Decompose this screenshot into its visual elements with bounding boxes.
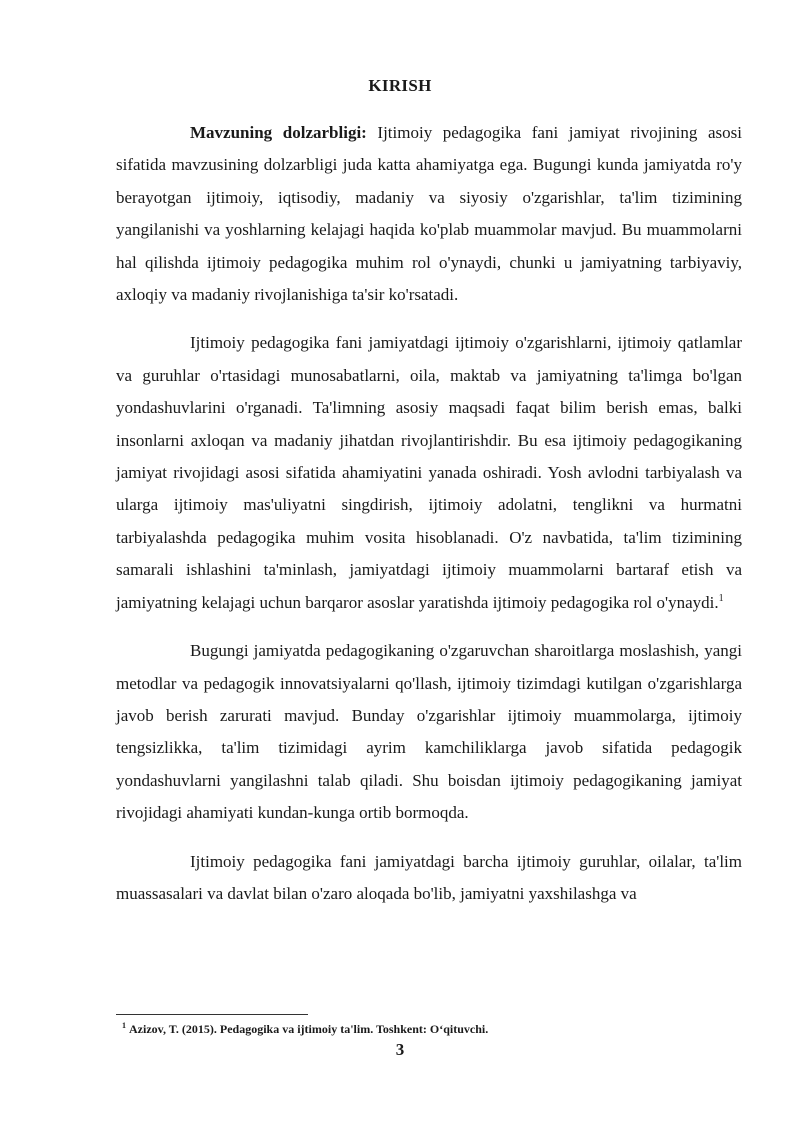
footnote-reference[interactable]: 1 — [718, 592, 724, 604]
paragraph-2 — [116, 327, 742, 619]
paragraph-2-text: Ijtimoiy pedagogika fani jamiyatdagi ijtimoiy o'zgarishlarni, ijtimoiy qatlamlar va guruhlar o'rtasidagi munosabatlarni, oila, maktab va jamiyatning ta'limga bo'lgan yondashuvlarini o'rganadi. Ta'limning asosiy maqsadi faqat bilim berish emas, balki insonlarni axloqan va madaniy jihatdan rivojlantirishdir. Bu esa ijtimoiy pedagogikaning jamiyat rivojidagi asosi sifatida ahamiyatini yanada oshiradi. Yosh avlodni tarbiyalash va ularga ijtimoiy mas'uliyatni singdirish, ijtimoiy adolatni, tenglikni va hurmatni tarbiyalashda pedagogika muhim vosita hisoblanadi. O'z navbatida, ta'lim tizimining samarali ishlashini ta'minlash, jamiyatdagi ijtimoiy muammolarni bartaraf etish va jamiyatning kelajagi uchun barqaror asoslar yaratishda ijtimoiy pedagogika rol o'ynaydi. — [116, 333, 742, 612]
footnote-text: Azizov, T. (2015). Pedagogika va ijtimoiy ta'lim. Toshkent: O‘qituvchi. — [129, 1022, 489, 1036]
paragraph-1-text: Ijtimoiy pedagogika fani jamiyat rivojining asosi sifatida mavzusining dolzarbligi juda katta ahamiyatga ega. Bugungi kunda jamiyatda ro'y berayotgan ijtimoiy, iqtisodiy, madaniy va siyosiy o'zgarishlar, ta'lim tizimining yangilanishi va yoshlarning kelajagi haqida ko'plab muammolar mavjud. Bu muammolarni hal qilishda ijtimoiy pedagogika muhim rol o'ynaydi, chunki u jamiyatning tarbiyaviy, axloqiy va madaniy rivojlanishiga ta'sir ko'rsatadi. — [116, 123, 742, 305]
footnote-number: 1 — [122, 1021, 126, 1030]
footnote-divider — [116, 1014, 308, 1015]
paragraph-1 — [116, 117, 742, 311]
page-number: 3 — [395, 1040, 405, 1059]
paragraph-4 — [116, 846, 742, 911]
paragraph-3 — [116, 635, 742, 829]
body-text — [116, 117, 742, 910]
paragraph-4-text: Ijtimoiy pedagogika fani jamiyatdagi barcha ijtimoiy guruhlar, oilalar, ta'lim muassasalari va davlat bilan o'zaro aloqada bo'lib, jamiyatni yaxshilashga va — [116, 851, 742, 903]
paragraph-1-lead: Mavzuning dolzarbligi: — [190, 123, 367, 142]
section-heading: KIRISH — [368, 76, 432, 95]
footnote — [122, 1022, 488, 1037]
paragraph-3-text: Bugungi jamiyatda pedagogikaning o'zgaruvchan sharoitlarga moslashish, yangi metodlar va pedagogik innovatsiyalarni qo'llash, ijtimoiy tizimdagi kutilgan o'zgarishlarga javob berish zarurati mavjud. Bunday o'zgarishlar ijtimoiy muammolarga, ijtimoiy tengsizlikka, ta'lim tizimidagi ayrim kamchiliklarga javob sifatida pedagogik yondashuvlarni yangilashni talab qiladi. Shu boisdan ijtimoiy pedagogikaning jamiyat rivojidagi ahamiyati kundan-kunga ortib bormoqda. — [116, 641, 742, 823]
